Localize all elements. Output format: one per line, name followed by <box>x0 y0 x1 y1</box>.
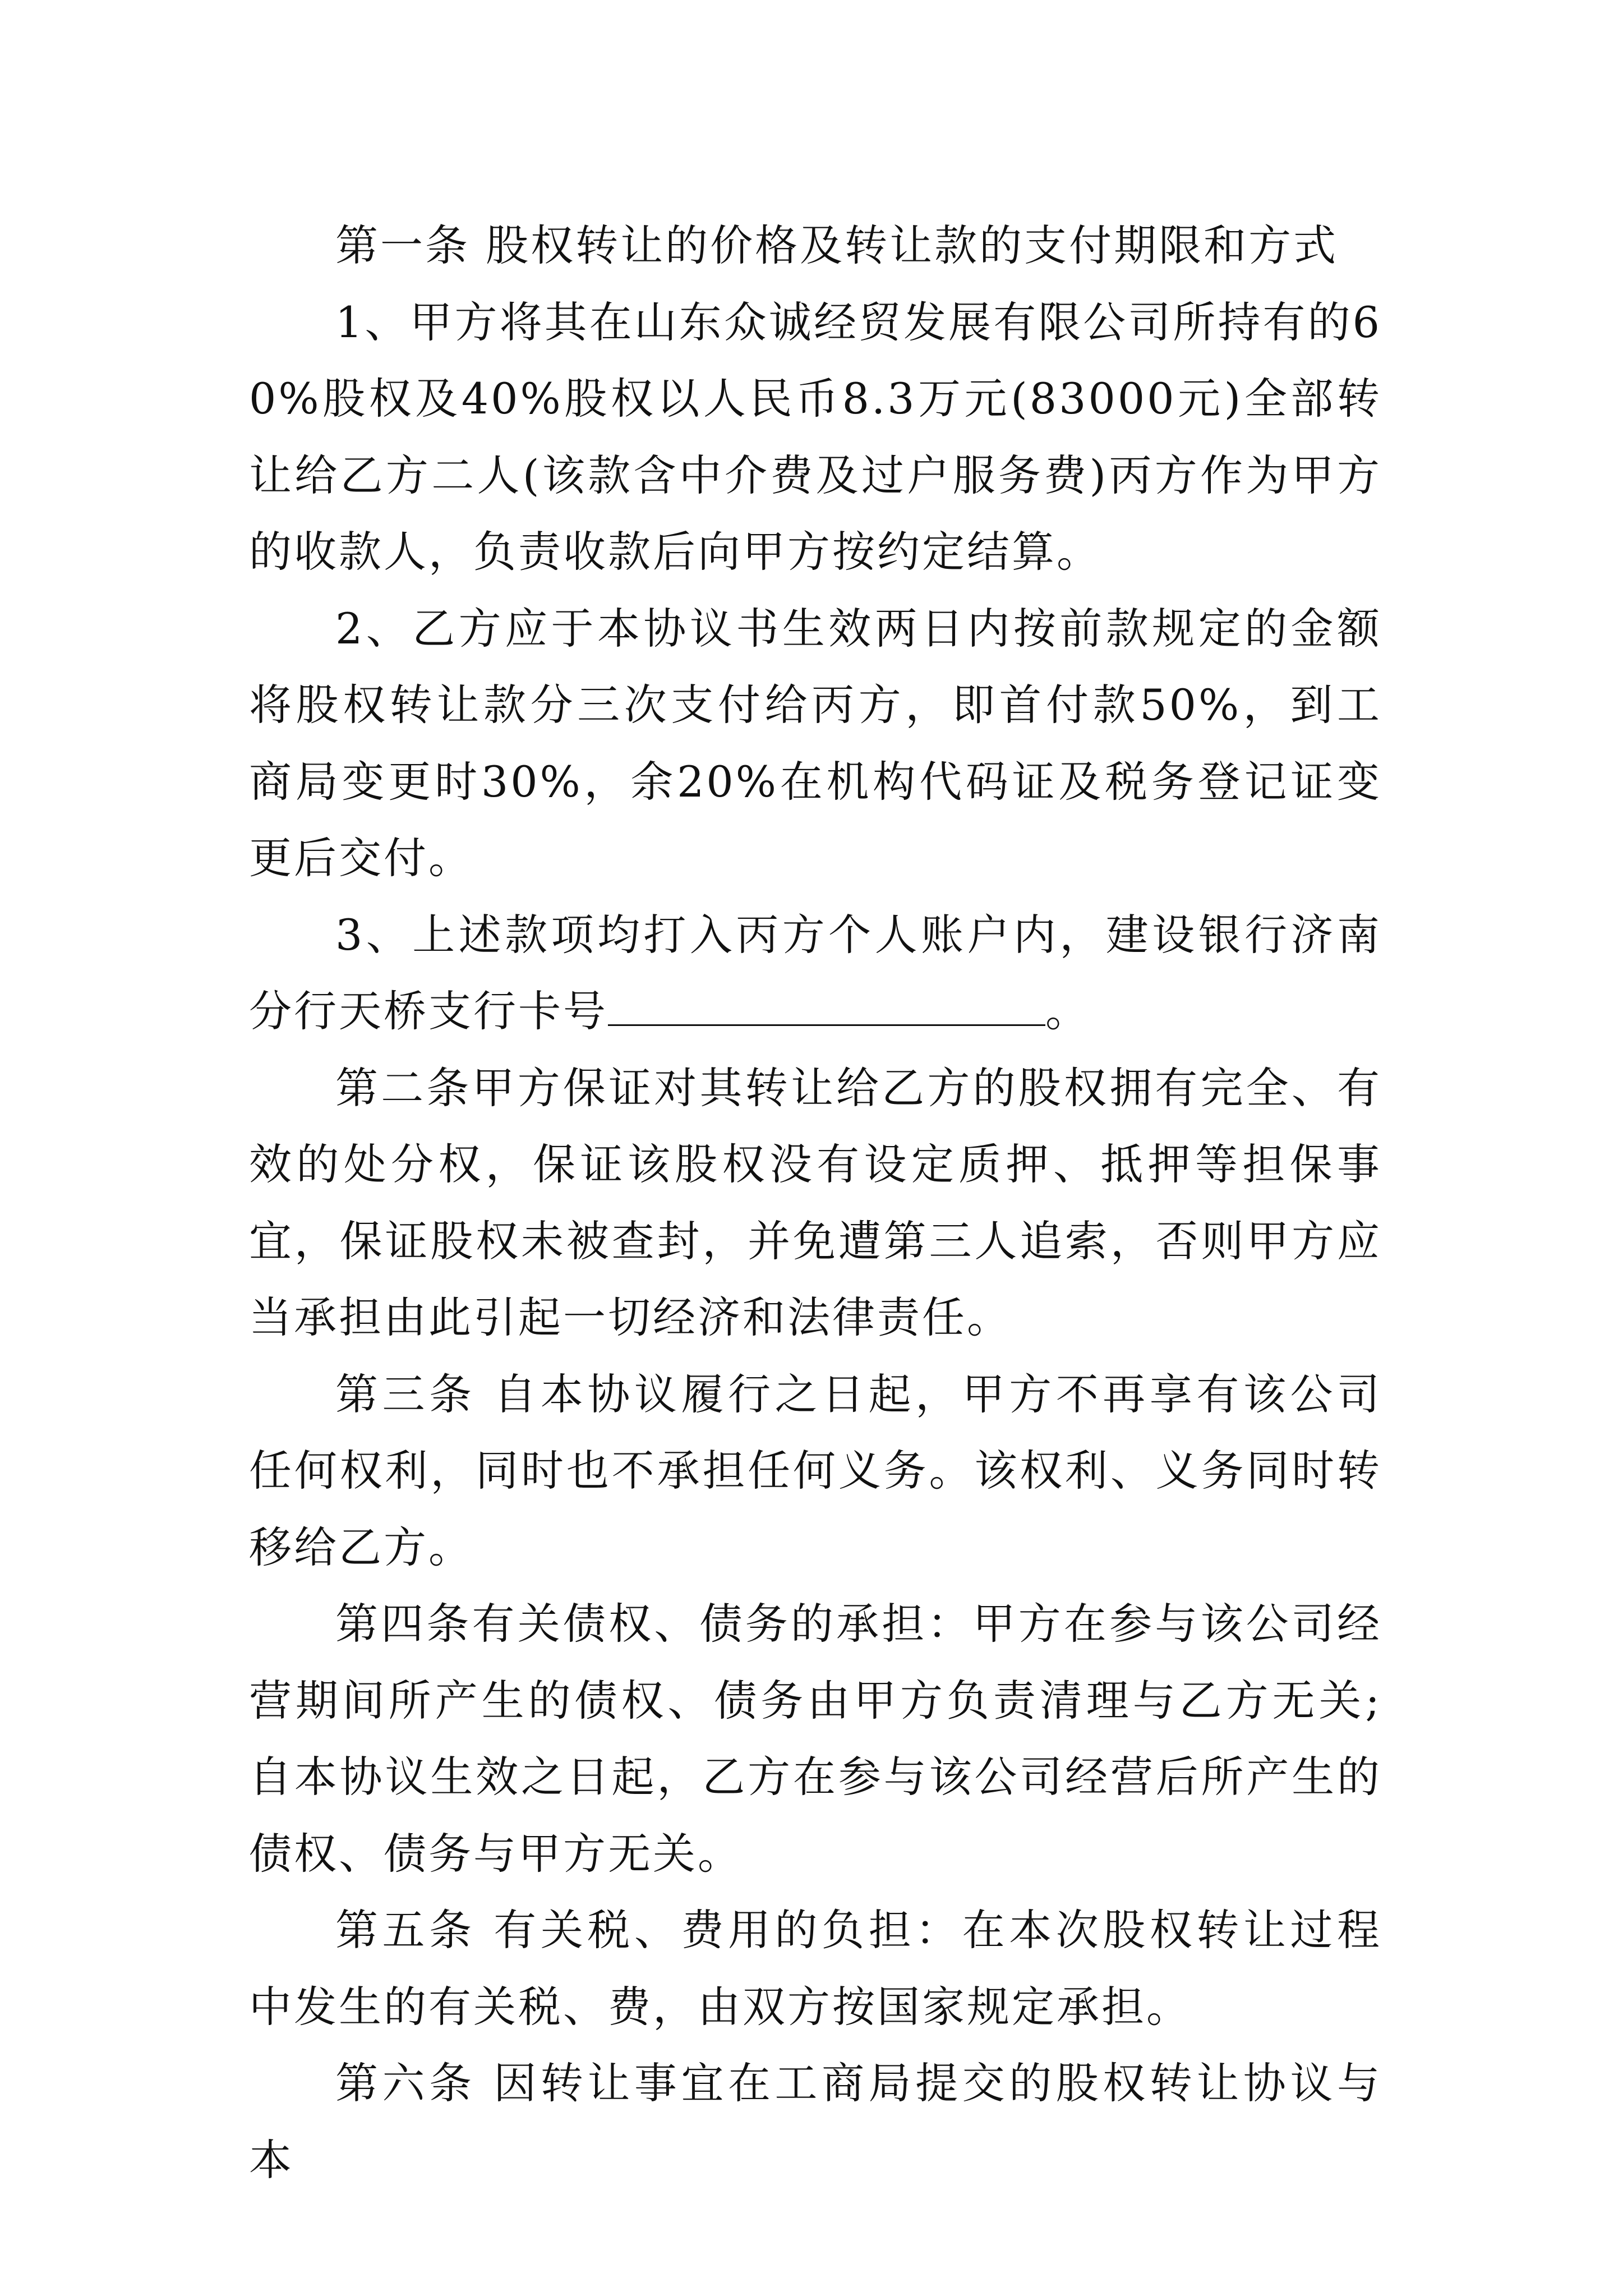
card-number-blank-line <box>608 985 1045 1026</box>
article-2: 第二条甲方保证对其转让给乙方的股权拥有完全、有效的处分权，保证该股权没有设定质押、抵押等担保事宜，保证股权未被查封，并免遭第三人追索，否则甲方应当承担由此引起一切经济和法律责任。 <box>249 1062 1382 1342</box>
article-1-clause-3 <box>249 897 1382 1050</box>
article-6: 第六条 因转让事宜在工商局提交的股权转让协议与本 <box>249 2058 1382 2185</box>
article-3: 第三条 自本协议履行之日起，甲方不再享有该公司任何权利，同时也不承担任何义务。该权利、义务同时转移给乙方。 <box>249 1369 1382 1572</box>
article-1-heading: 第一条 股权转让的价格及转让款的支付期限和方式 <box>335 220 1339 270</box>
article-1-clause-1: 1、甲方将其在山东众诚经贸发展有限公司所持有的60%股权及40%股权以人民币8.3万元(83000元)全部转让给乙方二人(该款含中介费及过户服务费)丙方作为甲方的收款人，负责收款后向甲方按约定结算。 <box>249 297 1382 577</box>
clause-3-text: 3、上述款项均打入丙方个人账户内，建设银行济南分行天桥支行卡号 <box>249 909 1382 1036</box>
article-5: 第五条 有关税、费用的负担：在本次股权转让过程中发生的有关税、费，由双方按国家规定承担。 <box>249 1905 1382 2032</box>
clause-3-end: 。 <box>1045 986 1090 1036</box>
article-1-clause-2: 2、乙方应于本协议书生效两日内按前款规定的金额将股权转让款分三次支付给丙方，即首付款50%，到工商局变更时30%，余20%在机构代码证及税务登记证变更后交付。 <box>249 603 1382 883</box>
article-4: 第四条有关债权、债务的承担：甲方在参与该公司经营期间所产生的债权、债务由甲方负责清理与乙方无关;自本协议生效之日起，乙方在参与该公司经营后所产生的债权、债务与甲方无关。 <box>249 1599 1382 1879</box>
document-body <box>249 208 1382 2198</box>
